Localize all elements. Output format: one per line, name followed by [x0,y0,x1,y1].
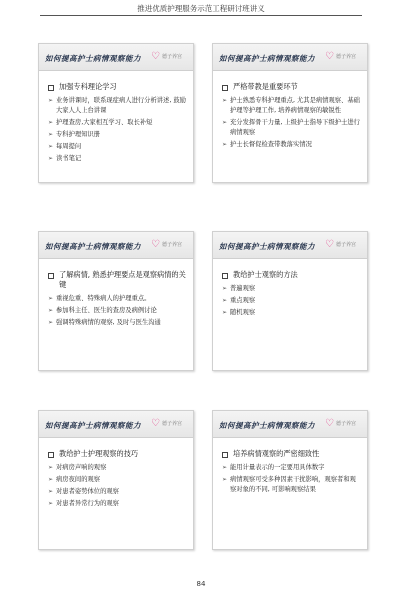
heart-logo-icon: ♡ [151,51,160,62]
heart-logo-icon: ♡ [325,239,334,250]
square-bullet-icon [48,452,54,458]
slide-5 [38,410,194,550]
arrow-bullet-icon: ➢ [48,119,54,126]
logo-text: 德子养宫 [162,242,183,248]
arrow-bullet-icon: ➢ [48,476,54,483]
list-item: ➢ 病情观察可受多种因素干扰影响，观察者和观察对象的不同, 可影响观察结果 [222,476,356,493]
logo [151,51,185,63]
list-item: ➢ 充分发挥骨干力量, 上级护士指导下级护士进行病情观察 [222,119,360,136]
header-rule [40,15,362,16]
logo-text: 德子养宫 [162,54,183,60]
slide-heading: 培养病情观察的严密细致性 [221,449,361,459]
heart-logo-icon: ♡ [325,51,334,62]
slide-title: 如何提高护士病情观察能力 [45,421,141,430]
list-item: ➢ 重点观察 [222,297,256,304]
square-bullet-icon [222,273,228,279]
list-item: ➢ 重视危重、特殊病人的护理重点。 [48,295,151,302]
square-bullet-icon [48,85,54,91]
list-item: ➢ 护士长督促检查带教落实情况 [222,141,312,148]
slide-3 [38,231,194,371]
arrow-bullet-icon: ➢ [222,464,228,471]
square-bullet-icon [222,452,228,458]
arrow-bullet-icon: ➢ [48,143,54,150]
slide-body [47,449,187,511]
list-item: ➢ 业务讲课时，联系现症病人进行分析讲述, 鼓励大家人人上台讲课 [48,97,186,114]
logo-text: 德子养宫 [336,242,357,248]
slide-1 [38,43,194,183]
slide-body [221,449,361,497]
logo-text: 德子养宫 [336,421,357,427]
list-item: ➢ 随机观察 [222,309,256,316]
page-header: 推进优质护理服务示范工程研讨班讲义 [137,4,265,13]
square-bullet-icon [48,273,54,279]
arrow-bullet-icon: ➢ [48,295,54,302]
arrow-bullet-icon: ➢ [222,309,228,316]
arrow-bullet-icon: ➢ [222,476,228,483]
slide-title: 如何提高护士病情观察能力 [219,242,315,251]
slide-heading: 了解病情, 熟悉护理要点是观察病情的关键 [47,270,187,290]
list-item: ➢ 对患者姿势体位的观察 [48,488,119,495]
slide-4 [212,231,368,371]
arrow-bullet-icon: ➢ [222,285,228,292]
slide-body [47,270,187,330]
slide-6 [212,410,368,550]
slide-body [221,270,361,320]
slide-title: 如何提高护士病情观察能力 [45,242,141,251]
arrow-bullet-icon: ➢ [48,464,54,471]
list-item: ➢ 强调特殊病情的观察, 及时与医生沟通 [48,319,161,326]
slide-heading: 加强专科理论学习 [47,82,187,92]
list-item: ➢ 参加科主任、医生的查房及病例讨论 [48,307,157,314]
list-item: ➢ 对患者异常行为的观察 [48,500,119,507]
arrow-bullet-icon: ➢ [222,297,228,304]
heart-logo-icon: ♡ [325,418,334,429]
list-item: ➢ 对病房声响的观察 [48,464,107,471]
arrow-bullet-icon: ➢ [48,97,54,104]
slide-heading: 严格带教是重要环节 [221,82,361,92]
arrow-bullet-icon: ➢ [48,488,54,495]
slide-heading: 教给护士护理观察的技巧 [47,449,187,459]
list-item: ➢ 病房夜间的观察 [48,476,101,483]
heart-logo-icon: ♡ [151,239,160,250]
slide-title: 如何提高护士病情观察能力 [219,54,315,63]
list-item: ➢ 专科护理知识册 [48,131,101,138]
list-item: ➢ 每周提问 [48,143,82,150]
slide-body [221,82,361,152]
slide-heading: 教给护士观察的方法 [221,270,361,280]
arrow-bullet-icon: ➢ [48,500,54,507]
arrow-bullet-icon: ➢ [222,119,228,126]
arrow-bullet-icon: ➢ [48,307,54,314]
slide-title: 如何提高护士病情观察能力 [45,54,141,63]
arrow-bullet-icon: ➢ [222,97,228,104]
logo [151,418,185,430]
square-bullet-icon [222,85,228,91]
logo [325,418,359,430]
arrow-bullet-icon: ➢ [48,131,54,138]
arrow-bullet-icon: ➢ [48,155,54,162]
logo [151,239,185,251]
list-item: ➢ 能用计量表示的一定要用具体数字 [222,464,325,471]
list-item: ➢ 读书笔记 [48,155,82,162]
heart-logo-icon: ♡ [151,418,160,429]
arrow-bullet-icon: ➢ [222,141,228,148]
logo [325,239,359,251]
list-item: ➢ 普遍观察 [222,285,256,292]
logo-text: 德子养宫 [162,421,183,427]
logo-text: 德子养宫 [336,54,357,60]
arrow-bullet-icon: ➢ [48,319,54,326]
page-number: 84 [196,580,206,588]
slide-title: 如何提高护士病情观察能力 [219,421,315,430]
list-item: ➢ 护士熟悉专科护理重点, 尤其是病情观察、基础护理等护理工作, 培养病情观察的敏锐性 [222,97,360,114]
logo [325,51,359,63]
slide-2 [212,43,368,183]
slide-body [47,82,187,166]
list-item: ➢ 护理查房,大家相互学习、取长补短 [48,119,153,126]
